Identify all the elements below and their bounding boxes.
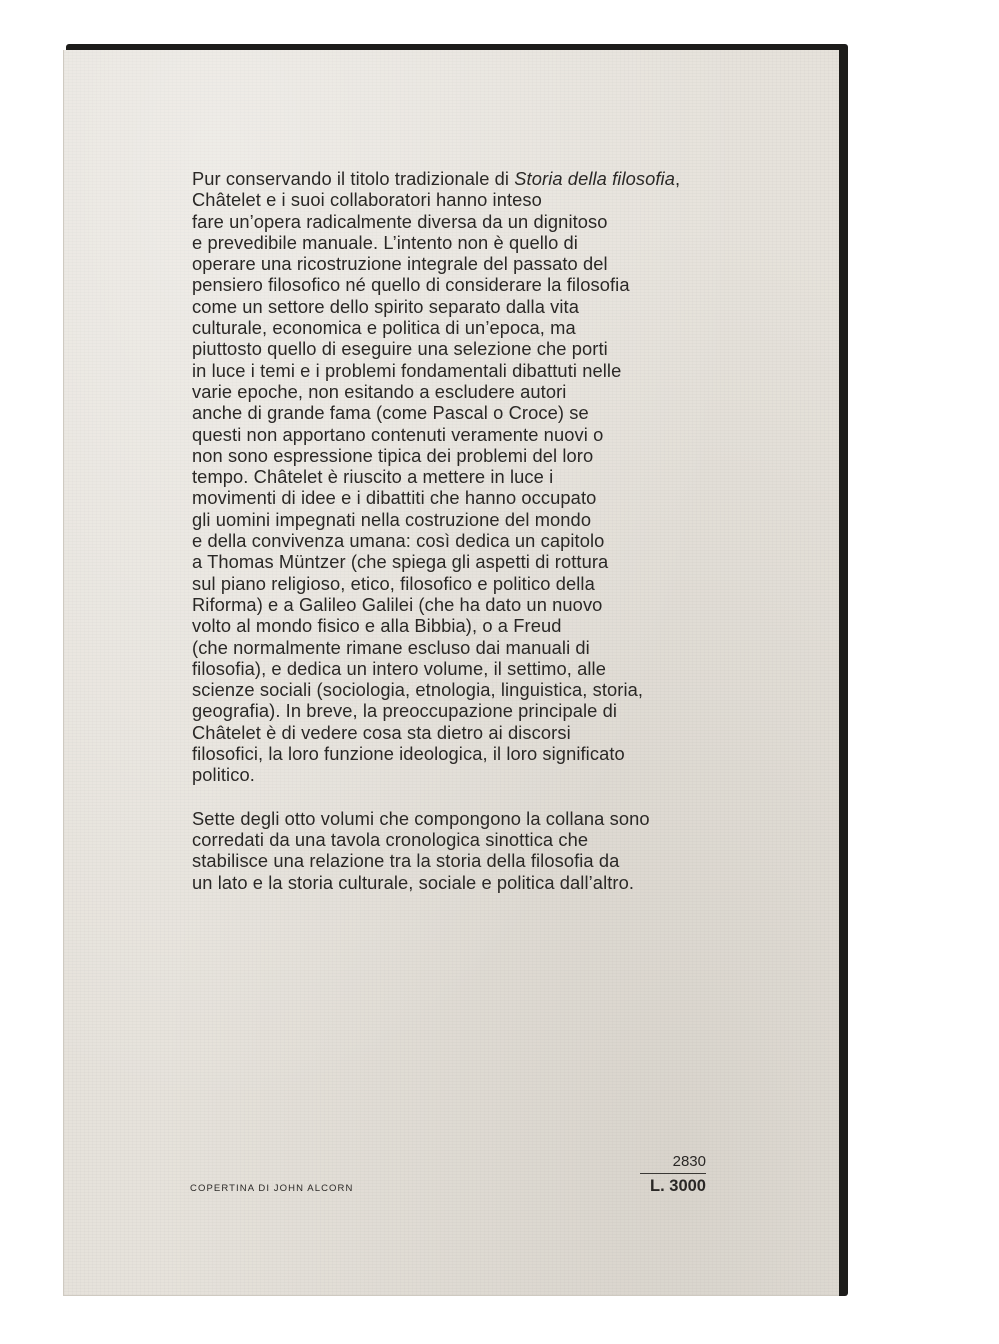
book-title-italic: Storia della filosofia xyxy=(514,168,675,189)
blurb-paragraph-1 xyxy=(192,168,732,786)
paragraph-1-rest: , Châtelet e i suoi collaboratori hanno inteso fare un’opera radicalmente diversa da un dignitoso e prevedibile manuale. L’intento non è quello di operare una ricostruzione integrale del passato del pensiero filosofico né quello di considerare la filosofia come un settore dello spirito separato dalla vita culturale, economica e politica di un’epoca, ma piuttosto quello di eseguire una selezione che porti in luce i temi e i problemi fondamentali dibattuti nelle varie epoche, non esitando a escludere autori anche di grande fama (come Pascal o Croce) se questi non apportano contenuti veramente nuovi o non sono espressione tipica dei problemi del loro tempo. Châtelet è riuscito a mettere in luce i movimenti di idee e i dibattiti che hanno occupato gli uomini impegnati nella costruzione del mondo e della convivenza umana: così dedica un capitolo a Thomas Müntzer (che spiega gli aspetti di rottura sul piano religioso, etico, filosofico e politico della Riforma) e a Galileo Galilei (che ha dato un nuovo volto al mondo fisico e alla Bibbia), o a Freud (che normalmente rimane escluso dai manuali di filosofia), e dedica un intero volume, il settimo, alle scienze sociali (sociologia, etnologia, linguistica, storia, geografia). In breve, la preoccupazione principale di Châtelet è di vedere cosa sta dietro ai discorsi filosofici, la loro funzione ideologica, il loro significato politico. xyxy=(192,168,681,786)
catalog-number: 2830 xyxy=(640,1152,706,1174)
price-block xyxy=(640,1152,706,1198)
cover-credit: COPERTINA DI JOHN ALCORN xyxy=(190,1183,354,1194)
blurb-text xyxy=(192,168,732,893)
paragraph-1-lead: Pur conservando il titolo tradizionale di xyxy=(192,168,515,189)
price-label: L. 3000 xyxy=(650,1177,706,1195)
blurb-paragraph-2: Sette degli otto volumi che compongono la collana sono corredati da una tavola cronologica sinottica che stabilisce una relazione tra la storia della filosofia da un lato e la storia culturale, sociale e politica dall’altro. xyxy=(192,807,650,893)
